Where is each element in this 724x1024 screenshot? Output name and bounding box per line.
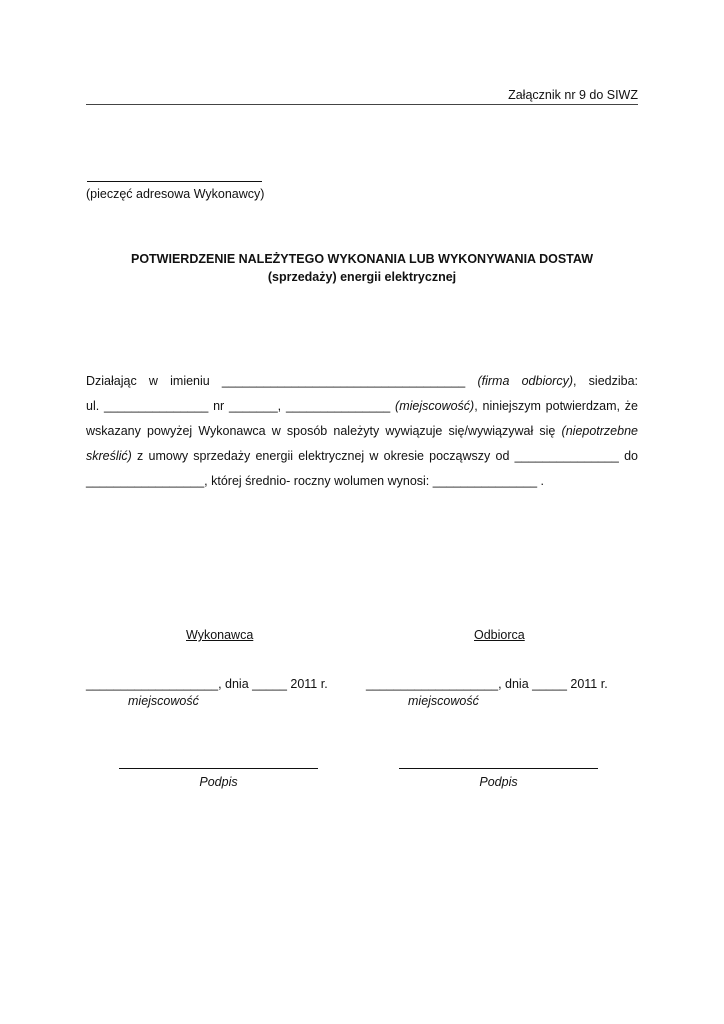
confirmation-text bbox=[86, 369, 638, 494]
stamp-line bbox=[87, 181, 262, 182]
contractor-place-label: miejscowość bbox=[128, 694, 199, 708]
annex-label: Załącznik nr 9 do SIWZ bbox=[508, 88, 638, 102]
body-line-3: wskazany powyżej Wykonawca w sposób należyty wywiązuje się/wywiązywał się (niepotrzebne bbox=[86, 424, 638, 438]
stamp-label: (pieczęć adresowa Wykonawcy) bbox=[86, 187, 265, 201]
recipient-date-line: ___________________, dnia _____ 2011 r. bbox=[366, 677, 608, 691]
contractor-date-line: ___________________, dnia _____ 2011 r. bbox=[86, 677, 328, 691]
body-line-1: Działając w imieniu ___________________________________ (firma odbiorcy), siedziba: bbox=[86, 374, 639, 388]
recipient-signature-label: Podpis bbox=[479, 775, 518, 789]
recipient-place-label: miejscowość bbox=[408, 694, 479, 708]
document-title: POTWIERDZENIE NALEŻYTEGO WYKONANIA LUB WYKONYWANIA DOSTAW bbox=[130, 252, 594, 266]
document-subtitle: (sprzedaży) energii elektrycznej bbox=[267, 270, 457, 284]
contractor-signature-line bbox=[119, 768, 318, 769]
contractor-label: Wykonawca bbox=[186, 628, 254, 642]
recipient-label: Odbiorca bbox=[474, 628, 525, 642]
body-line-2: ul. _______________ nr _______, _______________ (miejscowość), niniejszym potwierdzam, że bbox=[86, 399, 639, 413]
body-line-5: _________________, której średnio- roczny wolumen wynosi: _______________ . bbox=[86, 474, 544, 488]
header-rule bbox=[86, 104, 638, 105]
recipient-signature-line bbox=[399, 768, 598, 769]
body-line-4: skreślić) z umowy sprzedaży energii elektrycznej w okresie począwszy od _______________ do bbox=[86, 449, 638, 463]
contractor-signature-label: Podpis bbox=[199, 775, 238, 789]
